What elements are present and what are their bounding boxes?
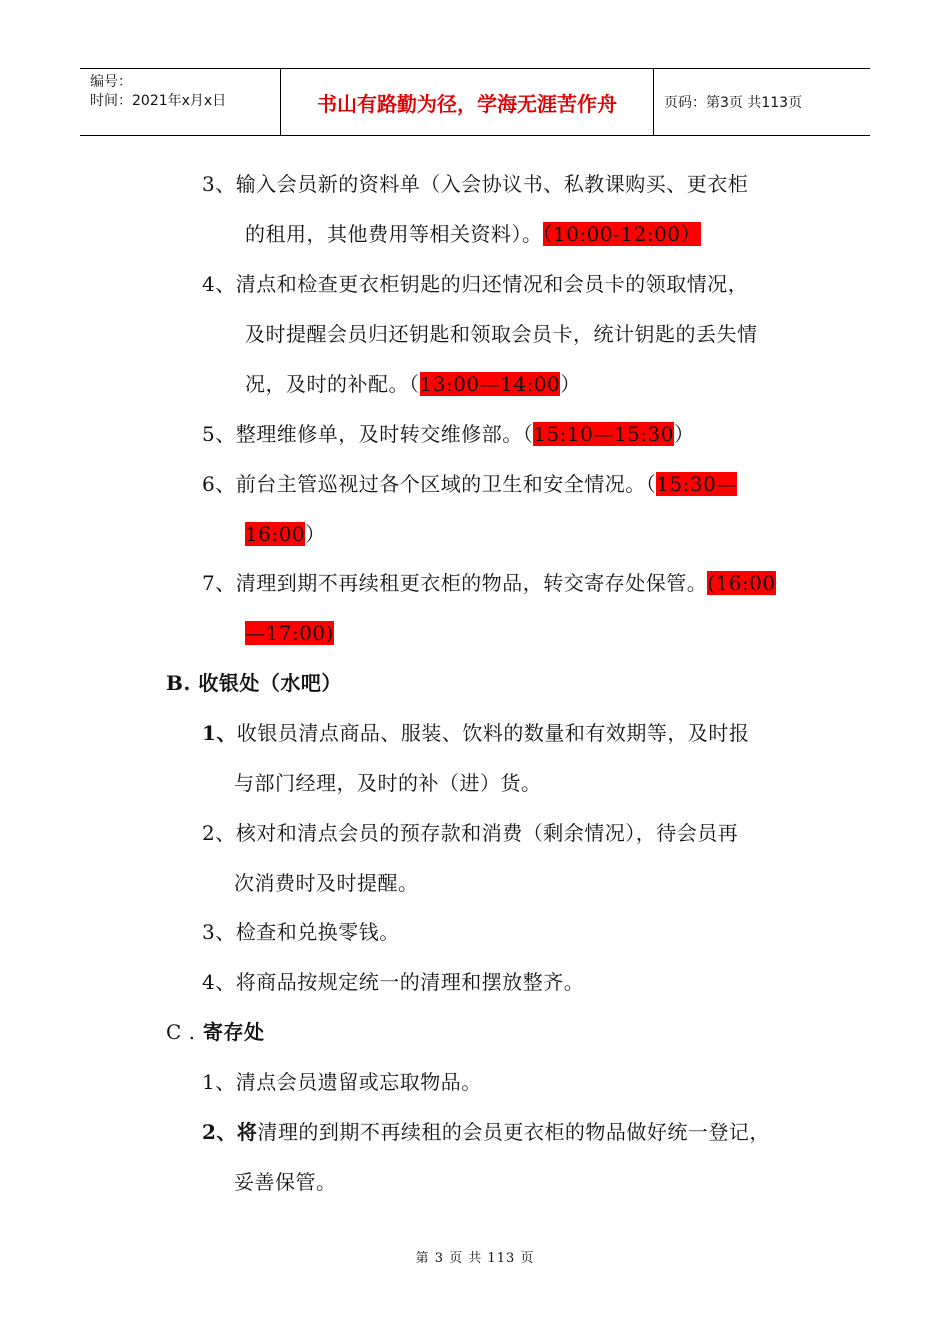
item-a3-line1: 3、输入会员新的资料单（入会协议书、私教课购买、更衣柜 — [202, 172, 749, 196]
header-meta — [80, 69, 281, 135]
item-a7-line2 — [245, 619, 334, 647]
section-c-heading — [166, 1018, 265, 1046]
time-highlight: （10:00-12:00） — [542, 222, 702, 246]
item-a4-line1: 4、清点和检查更衣柜钥匙的归还情况和会员卡的领取情况， — [202, 272, 749, 296]
item-a5 — [202, 420, 695, 448]
item-a7-text: 7、清理到期不再续租更衣柜的物品，转交寄存处保管。 — [202, 571, 708, 595]
item-a7-line1 — [202, 569, 776, 597]
item-c2-text: 清理的到期不再续租的会员更衣柜的物品做好统一登记， — [257, 1120, 770, 1144]
section-c-letter: C . — [166, 1020, 196, 1044]
item-a5-text: 5、整理维修单，及时转交维修部。（ — [202, 422, 534, 446]
item-b3: 3、检查和兑换零钱。 — [202, 920, 400, 944]
close-paren: ） — [674, 422, 695, 446]
header-motto: 书山有路勤为径，学海无涯苦作舟 — [281, 69, 654, 135]
time-highlight: 15:10—15:30 — [533, 422, 675, 446]
item-a3-line2 — [245, 220, 701, 248]
item-b1-line2: 与部门经理，及时的补（进）货。 — [234, 771, 542, 795]
section-c-title: 寄存处 — [195, 1020, 265, 1044]
item-c1: 1、清点会员遗留或忘取物品。 — [202, 1070, 482, 1094]
item-b1-text: 收银员清点商品、服装、饮料的数量和有效期等，及时报 — [236, 721, 750, 745]
time-highlight: —17:00) — [245, 621, 334, 645]
time-highlight: (16:00 — [707, 571, 776, 595]
item-a6-line2 — [245, 520, 326, 548]
item-a6-text: 6、前台主管巡视过各个区域的卫生和安全情况。（ — [202, 472, 657, 496]
time-highlight: 13:00—14:00 — [419, 372, 561, 396]
close-paren: ） — [305, 522, 326, 546]
item-a4-line3 — [245, 370, 581, 398]
document-number-label: 编号： — [90, 74, 132, 90]
page-header — [80, 68, 870, 136]
close-paren: ） — [560, 372, 581, 396]
document-date: 时间：2021年x月x日 — [90, 93, 227, 109]
item-b1-line1 — [202, 719, 749, 747]
item-a4-line2: 及时提醒会员归还钥匙和领取会员卡，统计钥匙的丢失情 — [245, 322, 758, 346]
item-c2-line2: 妥善保管。 — [234, 1170, 337, 1194]
item-a3-text: 的租用，其他费用等相关资料）。 — [245, 222, 543, 246]
item-b1-number: 1、 — [202, 721, 237, 745]
item-b4: 4、将商品按规定统一的清理和摆放整齐。 — [202, 970, 585, 994]
time-highlight: 16:00 — [245, 522, 306, 546]
header-page-info: 页码：第3页 共113页 — [664, 95, 803, 111]
page-footer: 第 3 页 共 113 页 — [415, 1251, 535, 1266]
item-c2-number: 2、将 — [202, 1120, 258, 1144]
item-b2-line2: 次消费时及时提醒。 — [234, 871, 419, 895]
item-c2-line1 — [202, 1118, 770, 1146]
time-highlight: 15:30— — [656, 472, 737, 496]
item-b2-line1: 2、核对和清点会员的预存款和消费（剩余情况），待会员再 — [202, 821, 739, 845]
section-b-heading: B. 收银处（水吧） — [166, 671, 342, 695]
item-a6-line1 — [202, 470, 737, 498]
item-a4-text: 况，及时的补配。（ — [245, 372, 420, 396]
